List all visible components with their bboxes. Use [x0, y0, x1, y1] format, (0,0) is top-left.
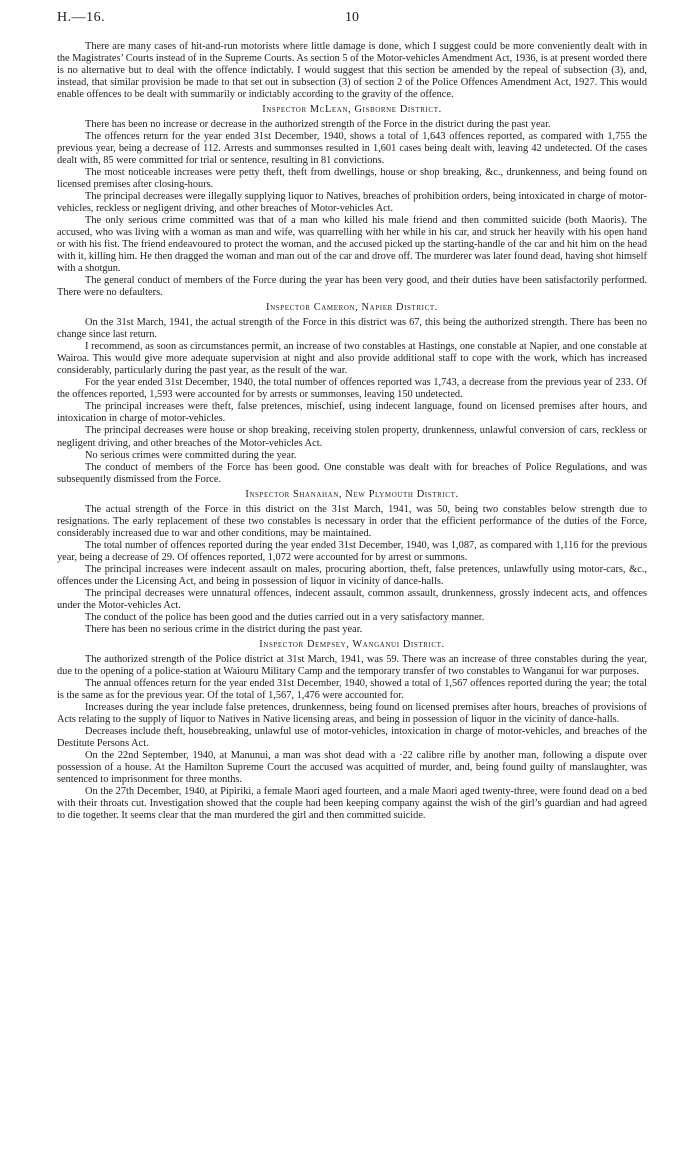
document-page	[57, 8, 647, 822]
paragraph: On the 27th December, 1940, at Pipiriki, a female Maori aged fourteen, and a male Maori aged twenty-three, were found dead on a bed with their throats cut. Investigation showed that the couple had been keeping company against the wish of the girl’s guardian and had agreed to die together. It seems clear that the man murdered the girl and then committed suicide.	[57, 785, 647, 821]
report-code: H.—16.	[57, 10, 106, 25]
paragraph: The authorized strength of the Police district at 31st March, 1941, was 59. There was an increase of three constables during the year, due to the opening of a police-station at Waiouru Military Camp and the temporary transfer of two constables to Wanganui for war purposes.	[57, 653, 647, 677]
section-heading-napier: Inspector Cameron, Napier District.	[266, 302, 438, 314]
paragraph: There has been no increase or decrease in the authorized strength of the Force in the district during the past year.	[85, 119, 551, 131]
paragraph: The actual strength of the Force in this district on the 31st March, 1941, was 50, being two constables below strength due to resignations. The early replacement of these two constables is necessary in order that the efficient performance of the duties of the Force, considerably increased due to war and other conditions, may be maintained.	[57, 503, 647, 539]
paragraph: Increases during the year include false pretences, drunkenness, being found on licensed premises after hours, breaches of provisions of Acts relating to the supply of liquor to Natives in Native licensing areas, and being in possession of liquor in the vicinity of dance-halls.	[57, 701, 647, 725]
paragraph: The general conduct of members of the Force during the year has been very good, and their duties have been satisfactorily performed. There were no defaulters.	[57, 275, 647, 299]
paragraph: The principal increases were theft, false pretences, mischief, using indecent language, found on licensed premises after hours, and intoxication in charge of motor-vehicles.	[57, 401, 647, 425]
paragraph: The principal decreases were house or shop breaking, receiving stolen property, drunkenness, unlawful conversion of cars, reckless or negligent driving, and other breaches of the Motor-vehicles Act.	[57, 425, 647, 449]
paragraph: The most noticeable increases were petty theft, theft from dwellings, house or shop breaking, &c., drunkenness, and being found on licensed premises after closing-hours.	[57, 167, 647, 191]
page-number: 10	[345, 10, 359, 25]
intro-paragraph: There are many cases of hit-and-run motorists where little damage is done, which I suggest could be more conveniently dealt with in the Magistrates’ Courts instead of in the Supreme Courts. As section 5 of the Motor-vehicles Amendment Act, 1936, is at present worded there is no alternative but to deal with the offence indictably. I would suggest that this section be amended by the repeal of subsection (3), and, instead, that similar provision be made to that set out in subsection (3) of section 2 of the Police Offences Amendment Act, 1927. This would enable offences to be dealt with summarily or indictably according to the gravity of the offence.	[57, 41, 647, 101]
paragraph: Decreases include theft, housebreaking, unlawful use of motor-vehicles, intoxication in charge of motor-vehicles, and breaches of the Destitute Persons Act.	[57, 725, 647, 749]
paragraph: The principal decreases were unnatural offences, indecent assault, common assault, drunkenness, grossly indecent acts, and offences under the Motor-vehicles Act.	[57, 587, 647, 611]
paragraph: No serious crimes were committed during the year.	[85, 449, 297, 461]
document-body	[57, 41, 647, 822]
paragraph: The total number of offences reported during the year ended 31st December, 1940, was 1,087, as compared with 1,116 for the previous year, being a decrease of 29. Of offences reported, 1,072 were accounted for by arrest or summons.	[57, 539, 647, 563]
paragraph: On the 22nd September, 1940, at Manunui, a man was shot dead with a ·22 calibre rifle by another man, following a dispute over possession of a house. At the Hamilton Supreme Court the accused was acquitted of murder, and, being found guilty of manslaughter, was sentenced to imprisonment for three months.	[57, 749, 647, 785]
paragraph: The principal decreases were illegally supplying liquor to Natives, breaches of prohibition orders, being intoxicated in charge of motor-vehicles, reckless or negligent driving, and other breaches of Motor-vehicles Act.	[57, 191, 647, 215]
section-heading-new-plymouth: Inspector Shanahan, New Plymouth District.	[245, 488, 459, 500]
paragraph: The principal increases were indecent assault on males, procuring abortion, theft, false pretences, unlawfully using motor-cars, &c., offences under the Licensing Act, and being in possession of liquor in vicinity of dance-halls.	[57, 563, 647, 587]
paragraph: The offences return for the year ended 31st December, 1940, shows a total of 1,643 offences reported, as compared with 1,755 the previous year, being a decrease of 112. Arrests and summonses resulted in 1,601 cases being dealt with, leaving 42 undetected. Of the cases dealt with, 85 were committed for trial or sentence, resulting in 81 convictions.	[57, 131, 647, 167]
page-header	[57, 8, 647, 32]
paragraph: The conduct of the police has been good and the duties carried out in a very satisfactory manner.	[85, 611, 485, 623]
paragraph: The annual offences return for the year ended 31st December, 1940, showed a total of 1,567 offences reported during the year; the total is the same as for the previous year. Of the total of 1,567, 1,476 were accounted for.	[57, 677, 647, 701]
section-heading-gisborne: Inspector McLean, Gisborne District.	[262, 104, 442, 116]
paragraph: For the year ended 31st December, 1940, the total number of offences reported was 1,743, a decrease from the previous year of 233. Of the offences reported, 1,593 were accounted for by arrests or summonses, leaving 150 undetected.	[57, 377, 647, 401]
paragraph: I recommend, as soon as circumstances permit, an increase of two constables at Hastings, one constable at Napier, and one constable at Wairoa. This would give more adequate supervision at night and also provide additional staff to cope with the work, which has increased considerably, particularly during the past year, as the result of the war.	[57, 341, 647, 377]
paragraph: On the 31st March, 1941, the actual strength of the Force in this district was 67, this being the authorized strength. There has been no change since last return.	[57, 317, 647, 341]
paragraph: The only serious crime committed was that of a man who killed his male friend and then committed suicide (both Maoris). The accused, who was living with a woman as man and wife, was quarrelling with her while in his car, and struck her heavily with his open hand or with his fist. The friend endeavoured to protect the woman, and the accused picked up the starting-handle of the car and hit him on the head with it, killing him. He then dragged the woman and man out of the car and drove off. The murderer was later found dead, having shot himself with a shotgun.	[57, 215, 647, 275]
section-heading-wanganui: Inspector Dempsey, Wanganui District.	[259, 638, 445, 650]
paragraph: The conduct of members of the Force has been good. One constable was dealt with for breaches of Police Regulations, and was subsequently dismissed from the Force.	[57, 461, 647, 485]
paragraph: There has been no serious crime in the district during the past year.	[85, 623, 363, 635]
